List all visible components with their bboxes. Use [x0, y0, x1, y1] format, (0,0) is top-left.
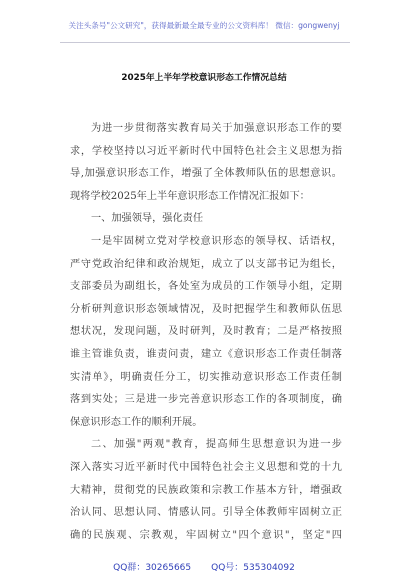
footer-qq-number: QQ号：535304092 — [211, 563, 295, 573]
header-divider — [60, 42, 350, 43]
paragraph-line: 想状况，发现问题，及时研判，及时教育；二是严格按照 — [70, 326, 342, 338]
paragraph-line: 谁主管谁负责，谁责问责，建立《意识形态工作责任制落 — [70, 348, 342, 360]
paragraph-line: 治认同、思想认同、情感认同。引导全体教师牢固树立正 — [70, 507, 342, 519]
paragraph-line: 大精神，贯彻党的民族政策和宗教工作基本方针，增强政 — [70, 484, 342, 496]
paragraph-line: 支部委员为副组长，各处室为成员的工作领导小组，定期 — [70, 281, 342, 293]
paragraph-line: 严守党政治纪律和政治规矩，成立了以支部书记为组长， — [70, 258, 342, 270]
paragraph-line: 落到实处；三是进一步完善意识形态工作的各项制度，确 — [70, 394, 342, 406]
paragraph-line: 为进一步贯彻落实教育局关于加强意识形态工作的要 — [91, 123, 342, 134]
footer-qq-group: QQ群：30265665 — [113, 563, 192, 573]
document-title: 2025年上半年学校意识形态工作情况总结 — [121, 73, 287, 83]
paragraph-line: 保意识形态工作的顺利开展。 — [70, 416, 203, 428]
section-heading: 二、加强"两观"教育，提高师生思想意识为进一步 — [91, 439, 342, 451]
paragraph-line: 实清单》，明确责任分工，切实推动意识形态工作责任制 — [70, 371, 342, 383]
paragraph-line: 导,加强意识形态工作，增强了全体教师队伍的思想意识。 — [70, 168, 342, 180]
paragraph-line: 现将学校2025年上半年意识形态工作情况汇报如下： — [70, 190, 310, 202]
paragraph-line: 确的民族观、宗教观，牢固树立"四个意识"，坚定"四 — [70, 529, 342, 541]
header-banner: 关注头条号"公文研究"，获得最新最全最专业的公文资料库！ 微信：gongwenyj — [68, 21, 340, 30]
paragraph-line: 分析研判意识形态领域情况，及时把握学生和教师队伍思 — [70, 303, 342, 315]
section-heading: 一、加强领导，强化责任 — [91, 213, 204, 225]
paragraph-line: 求，学校坚持以习近平新时代中国特色社会主义思想为指 — [70, 145, 342, 157]
paragraph-line: 深入落实习近平新时代中国特色社会主义思想和党的十九 — [70, 461, 342, 473]
document-body — [70, 118, 342, 547]
paragraph-line: 一是牢固树立党对学校意识形态的领导权、话语权， — [91, 235, 342, 247]
footer-contact — [0, 560, 408, 573]
